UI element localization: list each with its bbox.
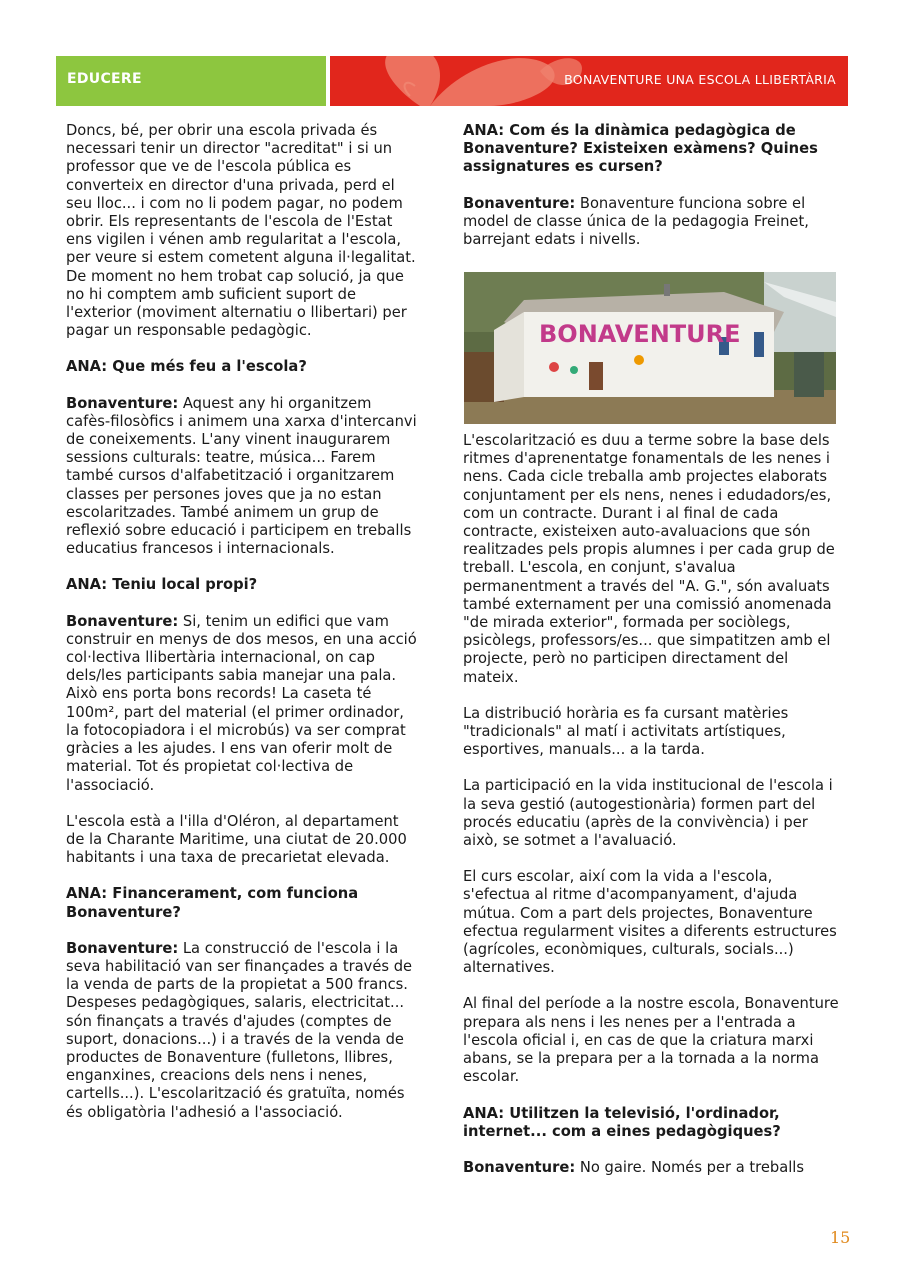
question-paragraph [463,122,843,177]
text-paragraph [463,995,843,1086]
speaker-label: Bonaventure: [463,1158,576,1176]
speaker-label: Bonaventure: [66,394,179,412]
text-paragraph [463,777,843,850]
body-text: El curs escolar, així com la vida a l'escola, s'efectua al ritme d'acompanyament, d'ajuda mútua. Com a part dels projectes, Bonaventure efectua regularment visites a diferents estructures (agrícoles, econòmiques, culturals, socials...) alternatives. [463,868,837,977]
body-text: La participació en la vida institucional de l'escola i la seva gestió (autogestionària) formen part del procés educatiu (après de la convivència) i per això, se sotmet a l'avaluació. [463,777,833,850]
body-text: Bonaventure funciona sobre el model de classe única de la pedagogia Freinet, barrejant edats i nivells. [463,194,809,249]
question-paragraph [66,885,418,921]
text-paragraph [463,432,843,687]
right-column-bottom [463,432,843,1195]
text-paragraph [463,195,843,250]
left-column [66,122,418,1140]
body-text: Al final del període a la nostre escola, Bonaventure prepara als nens i les nenes per a l'entrada a l'escola oficial i, en cas de que la criatura marxi abans, se la prepara per a la tornada a la norma escolar. [463,995,839,1086]
photo-sign-text: BONAVENTURE [539,320,741,348]
text-paragraph [66,122,418,340]
body-text: L'escola està a l'illa d'Oléron, al departament de la Charante Maritime, una ciutat de 20.000 habitants i una taxa de precarietat elevada. [66,812,407,867]
body-text: La distribució horària es fa cursant matèries "tradicionals" al matí i activitats artístiques, esportives, manuals... a la tarda. [463,704,789,759]
header-section-label: EDUCERE [67,71,142,87]
text-paragraph [66,940,418,1122]
question-text: ANA: Com és la dinàmica pedagògica de Bonaventure? Existeixen exàmens? Quines assignatures es cursen? [463,122,818,176]
question-text: ANA: Teniu local propi? [66,576,258,594]
question-paragraph [66,358,418,376]
body-text: Si, tenim un edifici que vam construir en menys de dos mesos, en una acció col·lectiva llibertària internacional, on cap dels/les participants sabia manejar una pala. Això ens porta bons records! La caseta té 100m², part del material (el primer ordinador, la fotocopiadora i el microbús) va ser comprat gràcies a les ajudes. I ens van oferir molt de material. Tot és propietat col·lectiva de l'associació. [66,612,417,794]
header-title: BONAVENTURE UNA ESCOLA LLIBERTÀRIA [564,72,836,87]
text-paragraph [463,868,843,977]
body-text: Doncs, bé, per obrir una escola privada és necessari tenir un director "acreditat" i si un professor que ve de l'escola pública es converteix en director d'una privada, perd el seu lloc... i com no li podem pagar, no podem obrir. Els representants de l'escola de l'Estat ens vigilen i vénen amb regularitat a l'escola, per veure si estem cometent alguna il·legalitat. De moment no hem trobat cap solució, ja que no hi comptem amb suficient suport de l'exterior (moviment alternatiu o llibertari) per pagar un responsable pedagògic. [66,122,416,340]
header-title-bar [330,56,848,106]
page-number: 15 [830,1228,851,1247]
question-text: ANA: Financerament, com funciona Bonaventure? [66,885,359,921]
text-paragraph [66,813,418,868]
question-paragraph [66,576,418,594]
speaker-label: Bonaventure: [66,612,179,630]
body-text: No gaire. Només per a treballs [575,1158,805,1176]
text-paragraph [66,395,418,559]
text-paragraph [66,613,418,795]
speaker-label: Bonaventure: [463,194,576,212]
header-section-bar [56,56,326,106]
body-text: L'escolarització es duu a terme sobre la base dels ritmes d'aprenentatge fonamentals de les nenes i nens. Cada cicle treballa amb projectes elaborats conjuntament per els nens, nenes i edudadors/es, com un contracte. Durant i al final de cada contracte, existeixen auto-avaluacions que són realitzades pels propis alumnes i per cada grup de treball. L'escola, en conjunt, s'avalua permanentment a través del "A. G.", són avaluats també externament per una comissió anomenada "de mirada exterior", formada per sociòlegs, psicòlegs, professors/es... que simpatitzen amb el projecte, però no participen directament del mateix. [463,432,835,686]
question-paragraph [463,1105,843,1141]
right-column-top [463,122,843,267]
text-paragraph [463,1159,843,1177]
text-paragraph [463,705,843,760]
body-text: La construcció de l'escola i la seva habilitació van ser finançades a través de la venda de parts de la propietat a 500 francs. Despeses pedagògiques, salaris, electricitat... són finançats a través d'ajudes (comptes de suport, donacions...) i a través de la venda de productes de Bonaventure (fulletons, llibres, enganxines, creacions dels nens i nenes, cartells...). L'escolarització és gratuïta, només és obligatòria l'adhesió a l'associació. [66,939,413,1121]
body-text: Aquest any hi organitzem cafès-filosòfics i animem una xarxa d'intercanvi de coneixements. L'any vinent inaugurarem sessions culturals: teatre, música... Farem també cursos d'alfabetització i organitzarem classes per persones joves que ja no estan escolaritzades. També animem un grup de reflexió sobre educació i participem en treballs educatius francesos i internacionals. [66,394,417,558]
speaker-label: Bonaventure: [66,939,179,957]
question-text: ANA: Utilitzen la televisió, l'ordinador, internet... com a eines pedagògiques? [463,1104,781,1140]
school-building-photo [464,272,836,424]
question-text: ANA: Que més feu a l'escola? [66,358,307,376]
